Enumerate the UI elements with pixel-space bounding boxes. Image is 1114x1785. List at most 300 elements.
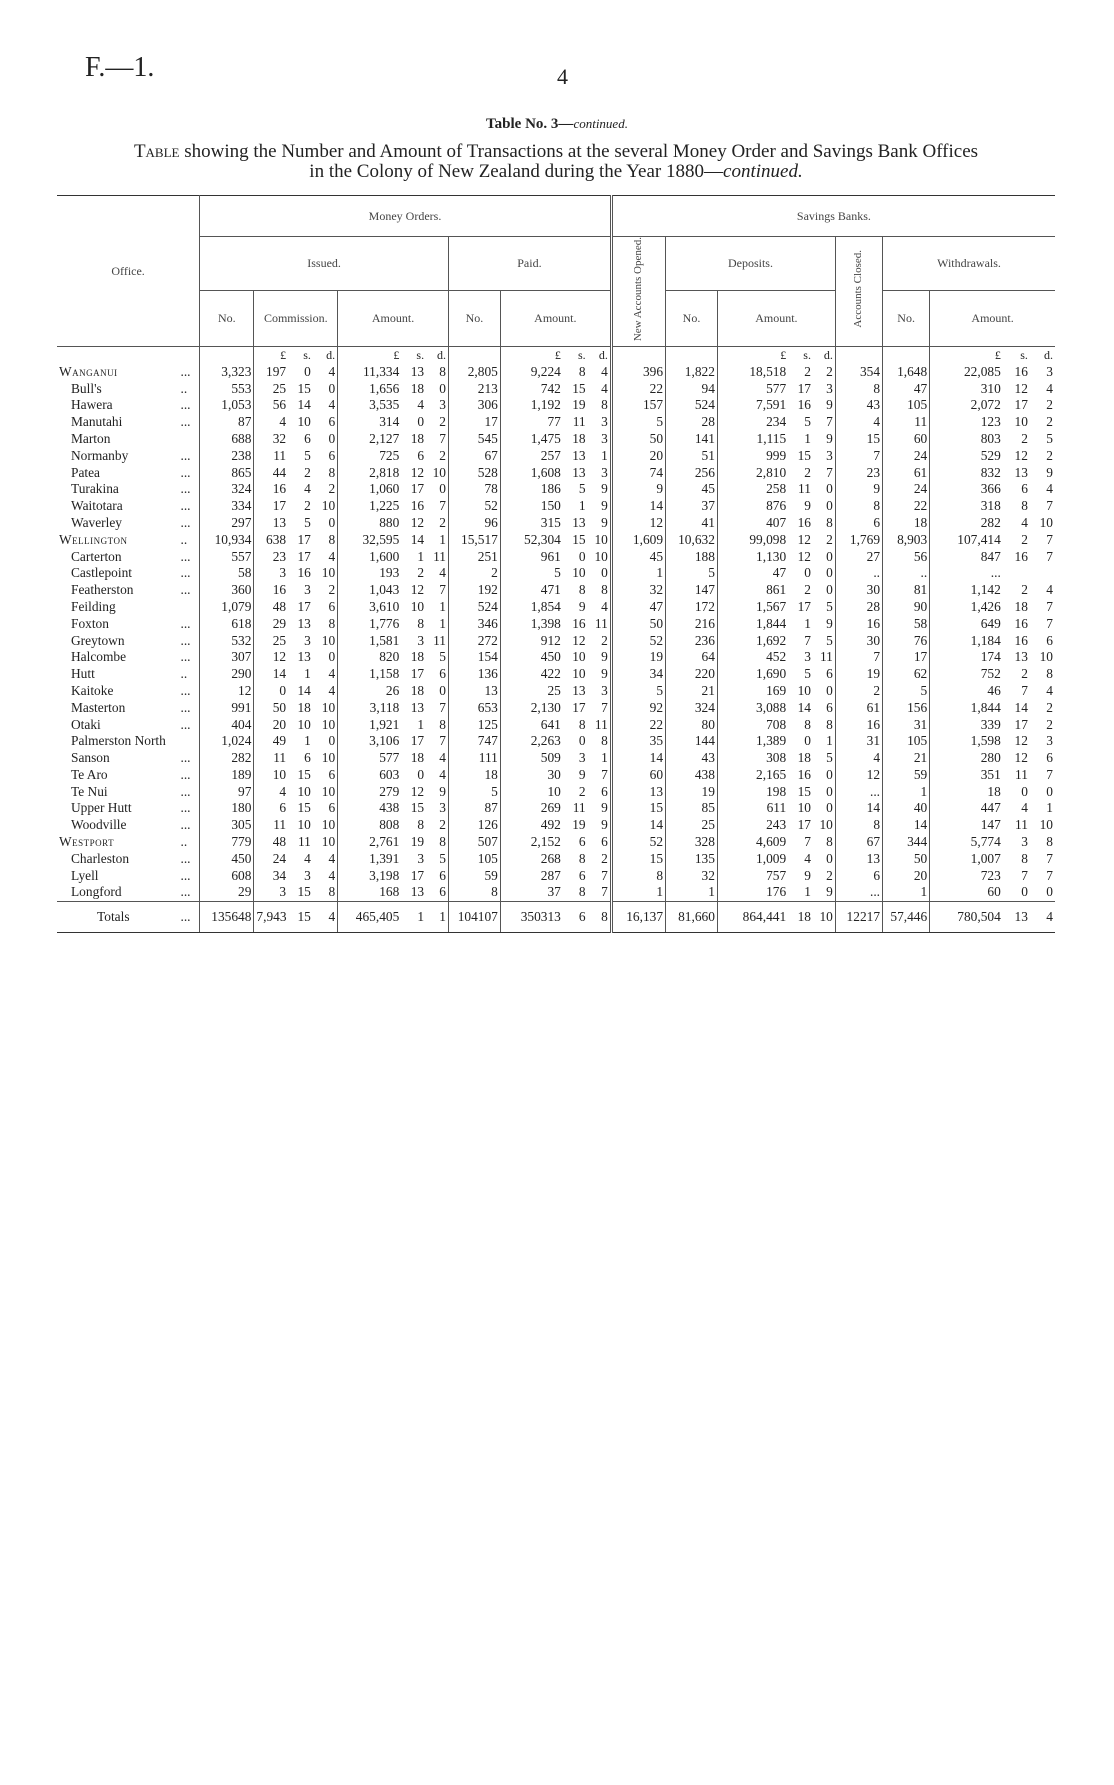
withdrawals-no: 47 [883,381,930,398]
office-name: Patea [71,464,100,480]
withdrawals-pounds: 847 [930,549,1003,566]
issued-pence: 9 [439,783,446,799]
deposits-pence: 0 [826,481,833,497]
new-accounts-opened: 50 [611,431,665,448]
issued-pence: 7 [439,699,446,715]
paid-pence: 9 [601,817,608,833]
office-name: Normanby [71,447,129,463]
withdrawals-no: 18 [883,515,930,532]
withdrawals-no: 105 [883,733,930,750]
commission-pence: 8 [328,464,336,480]
new-accounts-opened: 47 [611,599,665,616]
commission-pounds: 29 [254,616,288,633]
paid-no: 306 [448,397,500,414]
deposits-pence: 7 [826,414,833,430]
paid-no-header: No. [448,290,500,346]
deposits-pence: 0 [826,548,833,564]
issued-no: 189 [200,767,254,784]
issued-shillings: 0 [417,766,425,782]
paid-no: 2 [448,565,500,582]
new-accounts-header: New Accounts Opened. [611,237,665,347]
caption-line-1: showing the Number and Amount of Transactions at the several Money Order and Savings Bank Offices [184,141,979,162]
deposits-pence: 0 [826,582,833,598]
issued-pence: 11 [433,632,446,648]
office-dots: ... [180,363,191,379]
office-dots: .. [180,834,188,850]
table-row [57,700,1055,717]
deposits-no: 1,822 [666,364,718,381]
withdrawals-shillings: 11 [1015,817,1028,833]
caption-line-2-suffix: continued. [723,161,803,182]
issued-shillings: 17 [410,481,425,497]
issued-shillings: 18 [410,682,425,698]
withdrawals-pence: 8 [1046,666,1053,682]
new-accounts-opened: 45 [611,549,665,566]
table-row [57,683,1055,700]
withdrawals-pounds: 310 [930,381,1003,398]
new-accounts-opened: 396 [611,364,665,381]
withdrawals-no: 8,903 [883,532,930,549]
withdrawals-pence: 8 [1046,834,1053,850]
deposits-pence: 2 [826,867,833,883]
withdrawals-no: 24 [883,481,930,498]
commission-shillings: 16 [297,565,311,581]
deposits-pounds: 1,567 [717,599,788,616]
paid-pence: 8 [601,397,608,413]
new-accounts-opened: 34 [611,666,665,683]
withdrawals-shillings: 10 [1014,414,1028,430]
withdrawals-no: 59 [883,767,930,784]
paid-no: 126 [448,817,500,834]
commission-pounds: 25 [254,381,288,398]
deposits-pence: 10 [819,817,833,833]
commission-pence: 4 [328,682,336,698]
issued-shillings: 15 [410,800,425,816]
new-accounts-opened: 14 [611,498,665,515]
paid-pence: 7 [601,766,608,782]
deposits-pence: 8 [826,834,833,850]
withdrawals-pounds: 1,184 [930,633,1003,650]
issued-shillings: 13 [410,884,425,900]
table-row [57,834,1055,851]
deposits-pence: 3 [826,447,833,463]
withdrawals-pounds: 803 [930,431,1003,448]
commission-shillings: 15 [297,766,311,782]
withdrawals-shillings: 3 [1021,834,1028,850]
accounts-closed: 16 [835,717,882,734]
commission-shillings: 18 [297,699,311,715]
issued-pounds: 314 [338,414,402,431]
issued-pence: 8 [439,834,446,850]
paid-no: 87 [448,800,500,817]
totals-issued-pounds: 465,405 [338,902,402,933]
totals-paid-pence: 8 [588,902,612,933]
office-dots: .. [180,666,188,682]
office-name: Te Nui [71,783,108,799]
paid-shillings: 19 [572,397,586,413]
withdrawals-pounds: 723 [930,868,1003,885]
new-accounts-opened: 1 [611,884,665,901]
deposits-pounds: 1,130 [717,549,788,566]
accounts-closed: 8 [835,498,882,515]
issued-pence: 0 [439,380,446,396]
withdrawals-no: 50 [883,851,930,868]
shilling-unit: s. [803,347,811,362]
withdrawals-pounds: 46 [930,683,1003,700]
commission-shillings: 15 [297,380,311,396]
office-dots: ... [180,716,191,732]
withdrawals-header: Withdrawals. [883,237,1055,291]
issued-pounds: 1,776 [338,616,402,633]
paid-no: 154 [448,649,500,666]
accounts-closed: 6 [835,515,882,532]
paid-header: Paid. [448,237,611,291]
deposits-pence: 9 [826,430,833,446]
issued-no: 334 [200,498,254,515]
deposits-no-header: No. [666,290,718,346]
commission-pounds: 24 [254,851,288,868]
withdrawals-shillings: 14 [1014,699,1028,715]
accounts-closed: 13 [835,851,882,868]
withdrawals-shillings: 0 [1021,783,1028,799]
pound-unit: £ [930,346,1003,363]
commission-pounds: 11 [254,448,288,465]
withdrawals-shillings: 12 [1014,380,1028,396]
accounts-closed: .. [835,565,882,582]
issued-no: 238 [200,448,254,465]
withdrawals-shillings: 16 [1014,363,1028,379]
commission-pence: 6 [328,414,336,430]
deposits-pence: 0 [826,850,833,866]
deposits-no: 41 [666,515,718,532]
deposits-pence: 0 [826,682,833,698]
deposits-pence: 1 [826,733,833,749]
withdrawals-pounds: 1,598 [930,733,1003,750]
issued-pence: 6 [439,884,446,900]
new-accounts-opened: 9 [611,481,665,498]
deposits-pounds: 3,088 [717,700,788,717]
issued-pence: 1 [439,531,446,547]
accounts-closed: 67 [835,834,882,851]
new-accounts-opened: 92 [611,700,665,717]
commission-pounds: 48 [254,834,288,851]
issued-shillings: 16 [410,498,425,514]
paid-shillings: 15 [572,531,586,547]
deposits-pence: 0 [826,498,833,514]
new-accounts-opened: 1,609 [611,532,665,549]
withdrawals-pence: 10 [1039,817,1053,833]
new-accounts-opened: 19 [611,649,665,666]
withdrawals-pence: 4 [1046,582,1053,598]
paid-no: 13 [448,683,500,700]
deposits-pence: 2 [826,531,833,547]
totals-deposits-pounds: 864,441 [717,902,788,933]
office-name: Wanganui [59,363,118,379]
deposits-shillings: 17 [797,817,811,833]
issued-no: 450 [200,851,254,868]
issued-pence: 3 [439,800,446,816]
withdrawals-no: 156 [883,700,930,717]
table-row [57,767,1055,784]
issued-shillings: 4 [417,397,425,413]
office-name: Sanson [71,750,110,766]
withdrawals-pounds: 318 [930,498,1003,515]
issued-no: 1,024 [200,733,254,750]
table-row [57,582,1055,599]
deposits-no: 45 [666,481,718,498]
withdrawals-shillings: 12 [1014,733,1028,749]
paid-shillings: 0 [578,733,586,749]
deposits-pounds: 4,609 [717,834,788,851]
issued-shillings: 0 [417,414,425,430]
issued-shillings: 10 [410,598,425,614]
new-accounts-opened: 13 [611,784,665,801]
office-name: Marton [71,430,111,446]
table-row [57,431,1055,448]
issued-pence: 8 [439,363,446,379]
paid-pence: 2 [601,632,608,648]
commission-pence: 8 [328,531,336,547]
issued-amount-header: Amount. [338,290,449,346]
deposits-no: 5 [666,565,718,582]
issued-shillings: 12 [410,514,425,530]
totals-issued-no: 135648 [200,902,254,933]
savings-banks-header: Savings Banks. [611,196,1055,237]
commission-shillings: 3 [304,632,311,648]
office-dots: ... [180,800,191,816]
deposits-pence: 8 [826,514,833,530]
withdrawals-pence: 4 [1046,481,1053,497]
issued-shillings: 18 [410,649,425,665]
issued-pounds: 2,818 [338,465,402,482]
deposits-pounds: 18,518 [717,364,788,381]
paid-shillings: 8 [578,850,586,866]
new-accounts-opened: 22 [611,717,665,734]
deposits-shillings: 2 [804,582,811,598]
pound-unit: £ [500,346,563,363]
withdrawals-no: 40 [883,800,930,817]
table-row [57,717,1055,734]
pound-unit: £ [254,346,288,363]
withdrawals-pence [1030,565,1055,582]
accounts-closed: 31 [835,733,882,750]
withdrawals-no: 90 [883,599,930,616]
paid-shillings: 11 [572,414,586,430]
withdrawals-pence: 7 [1046,850,1053,866]
deposits-pounds: 861 [717,582,788,599]
commission-pence: 4 [328,850,336,866]
withdrawals-shillings: 6 [1021,481,1028,497]
table-row [57,465,1055,482]
commission-pence: 8 [328,884,336,900]
paid-no: 136 [448,666,500,683]
issued-no: 404 [200,717,254,734]
issued-pounds: 279 [338,784,402,801]
withdrawals-pence: 7 [1046,766,1053,782]
paid-shillings: 8 [578,363,586,379]
commission-pounds: 32 [254,431,288,448]
paid-no: 528 [448,465,500,482]
totals-commission-pence: 4 [313,902,338,933]
table-row [57,565,1055,582]
page-number: 4 [557,64,568,89]
table-row [57,750,1055,767]
issued-pence: 7 [439,582,446,598]
paid-no: 17 [448,414,500,431]
withdrawals-pounds: 832 [930,465,1003,482]
office-name: Westport [59,834,115,850]
accounts-closed: 23 [835,465,882,482]
office-name: Featherston [71,582,134,598]
commission-pence: 10 [321,834,336,850]
withdrawals-pence: 10 [1039,514,1053,530]
commission-shillings: 10 [297,716,311,732]
withdrawals-amount-header: Amount. [930,290,1055,346]
withdrawals-pounds: 280 [930,750,1003,767]
paid-shillings: 1 [578,498,586,514]
deposits-no: 28 [666,414,718,431]
office-dots: ... [180,867,191,883]
issued-pence: 5 [439,649,446,665]
new-accounts-opened: 52 [611,633,665,650]
deposits-pounds: 243 [717,817,788,834]
new-accounts-opened: 74 [611,465,665,482]
office-dots: .. [180,531,188,547]
table-title [0,116,1114,133]
accounts-closed-header: Accounts Closed. [835,237,882,347]
pence-unit: d. [436,347,446,362]
commission-pence: 0 [328,380,336,396]
new-accounts-opened: 1 [611,565,665,582]
document-reference: F.—1. [85,52,155,83]
paid-shillings: 12 [572,632,586,648]
withdrawals-pence: 5 [1046,430,1053,446]
issued-pence: 3 [439,397,446,413]
commission-shillings: 0 [304,363,311,379]
deposits-shillings: 1 [804,430,811,446]
paid-pence: 9 [601,666,608,682]
commission-pence: 6 [328,447,336,463]
totals-issued-shillings: 1 [401,902,426,933]
deposits-pounds: 198 [717,784,788,801]
deposits-pounds: 258 [717,481,788,498]
issued-pence: 2 [439,514,446,530]
totals-deposits-no: 81,660 [666,902,718,933]
issued-shillings: 2 [417,565,425,581]
withdrawals-pence: 9 [1046,464,1053,480]
deposits-shillings: 9 [804,498,811,514]
withdrawals-no: 1,648 [883,364,930,381]
paid-no: 507 [448,834,500,851]
withdrawals-pence: 4 [1046,380,1053,396]
deposits-no: 25 [666,817,718,834]
withdrawals-pence: 7 [1046,598,1053,614]
withdrawals-pounds: 1,844 [930,700,1003,717]
paid-pounds: 2,263 [500,733,563,750]
office-dots [178,733,199,750]
office-dots: ... [180,582,191,598]
deposits-no: 141 [666,431,718,448]
deposits-shillings: 0 [804,733,811,749]
commission-pence: 0 [328,733,336,749]
issued-no: 12 [200,683,254,700]
issued-no: 688 [200,431,254,448]
table-row [57,733,1055,750]
issued-pounds: 1,225 [338,498,402,515]
accounts-closed: 8 [835,817,882,834]
withdrawals-shillings: 12 [1014,750,1028,766]
office-name: Manutahi [71,414,123,430]
deposits-no: 37 [666,498,718,515]
paid-pence: 4 [601,380,608,396]
withdrawals-no: 60 [883,431,930,448]
totals-paid-shillings: 6 [563,902,588,933]
paid-no: 213 [448,381,500,398]
issued-pounds: 3,198 [338,868,402,885]
deposits-no: 51 [666,448,718,465]
deposits-no: 438 [666,767,718,784]
totals-withdrawals-pounds: 780,504 [930,902,1003,933]
commission-pounds: 50 [254,700,288,717]
table-row [57,817,1055,834]
commission-pence: 10 [321,783,336,799]
deposits-no: 147 [666,582,718,599]
issued-pounds: 3,535 [338,397,402,414]
totals-commission-shillings: 15 [288,902,313,933]
issued-pounds: 880 [338,515,402,532]
commission-shillings: 4 [304,481,311,497]
pound-unit: £ [338,346,402,363]
paid-shillings: 18 [572,430,586,446]
issued-no: 1,079 [200,599,254,616]
issued-pounds: 1,391 [338,851,402,868]
paid-no: 545 [448,431,500,448]
deposits-shillings: 10 [797,800,811,816]
issued-pounds: 808 [338,817,402,834]
paid-pounds: 509 [500,750,563,767]
issued-no: 87 [200,414,254,431]
deposits-pounds: 876 [717,498,788,515]
paid-no: 524 [448,599,500,616]
commission-pence: 8 [328,615,336,631]
deposits-no: 43 [666,750,718,767]
issued-pence: 8 [439,716,446,732]
withdrawals-shillings: 4 [1021,514,1028,530]
paid-no: 52 [448,498,500,515]
commission-pence: 4 [328,363,336,379]
commission-pence: 10 [321,632,336,648]
withdrawals-no: 5 [883,683,930,700]
table-row [57,448,1055,465]
commission-shillings: 5 [304,447,311,463]
paid-pence: 1 [601,750,608,766]
totals-dots: ... [178,902,199,933]
issued-shillings: 17 [410,666,425,682]
deposits-pence: 0 [826,800,833,816]
paid-shillings: 11 [572,800,586,816]
office-dots: ... [180,447,191,463]
deposits-no: 524 [666,397,718,414]
paid-pence: 9 [601,800,608,816]
issued-pence: 6 [439,666,446,682]
office-name: Feilding [71,598,116,614]
office-name: Woodville [71,817,127,833]
deposits-header: Deposits. [666,237,836,291]
issued-no: 324 [200,481,254,498]
office-name: Upper Hutt [71,800,132,816]
paid-pence: 2 [601,850,608,866]
office-dots: ... [180,817,191,833]
